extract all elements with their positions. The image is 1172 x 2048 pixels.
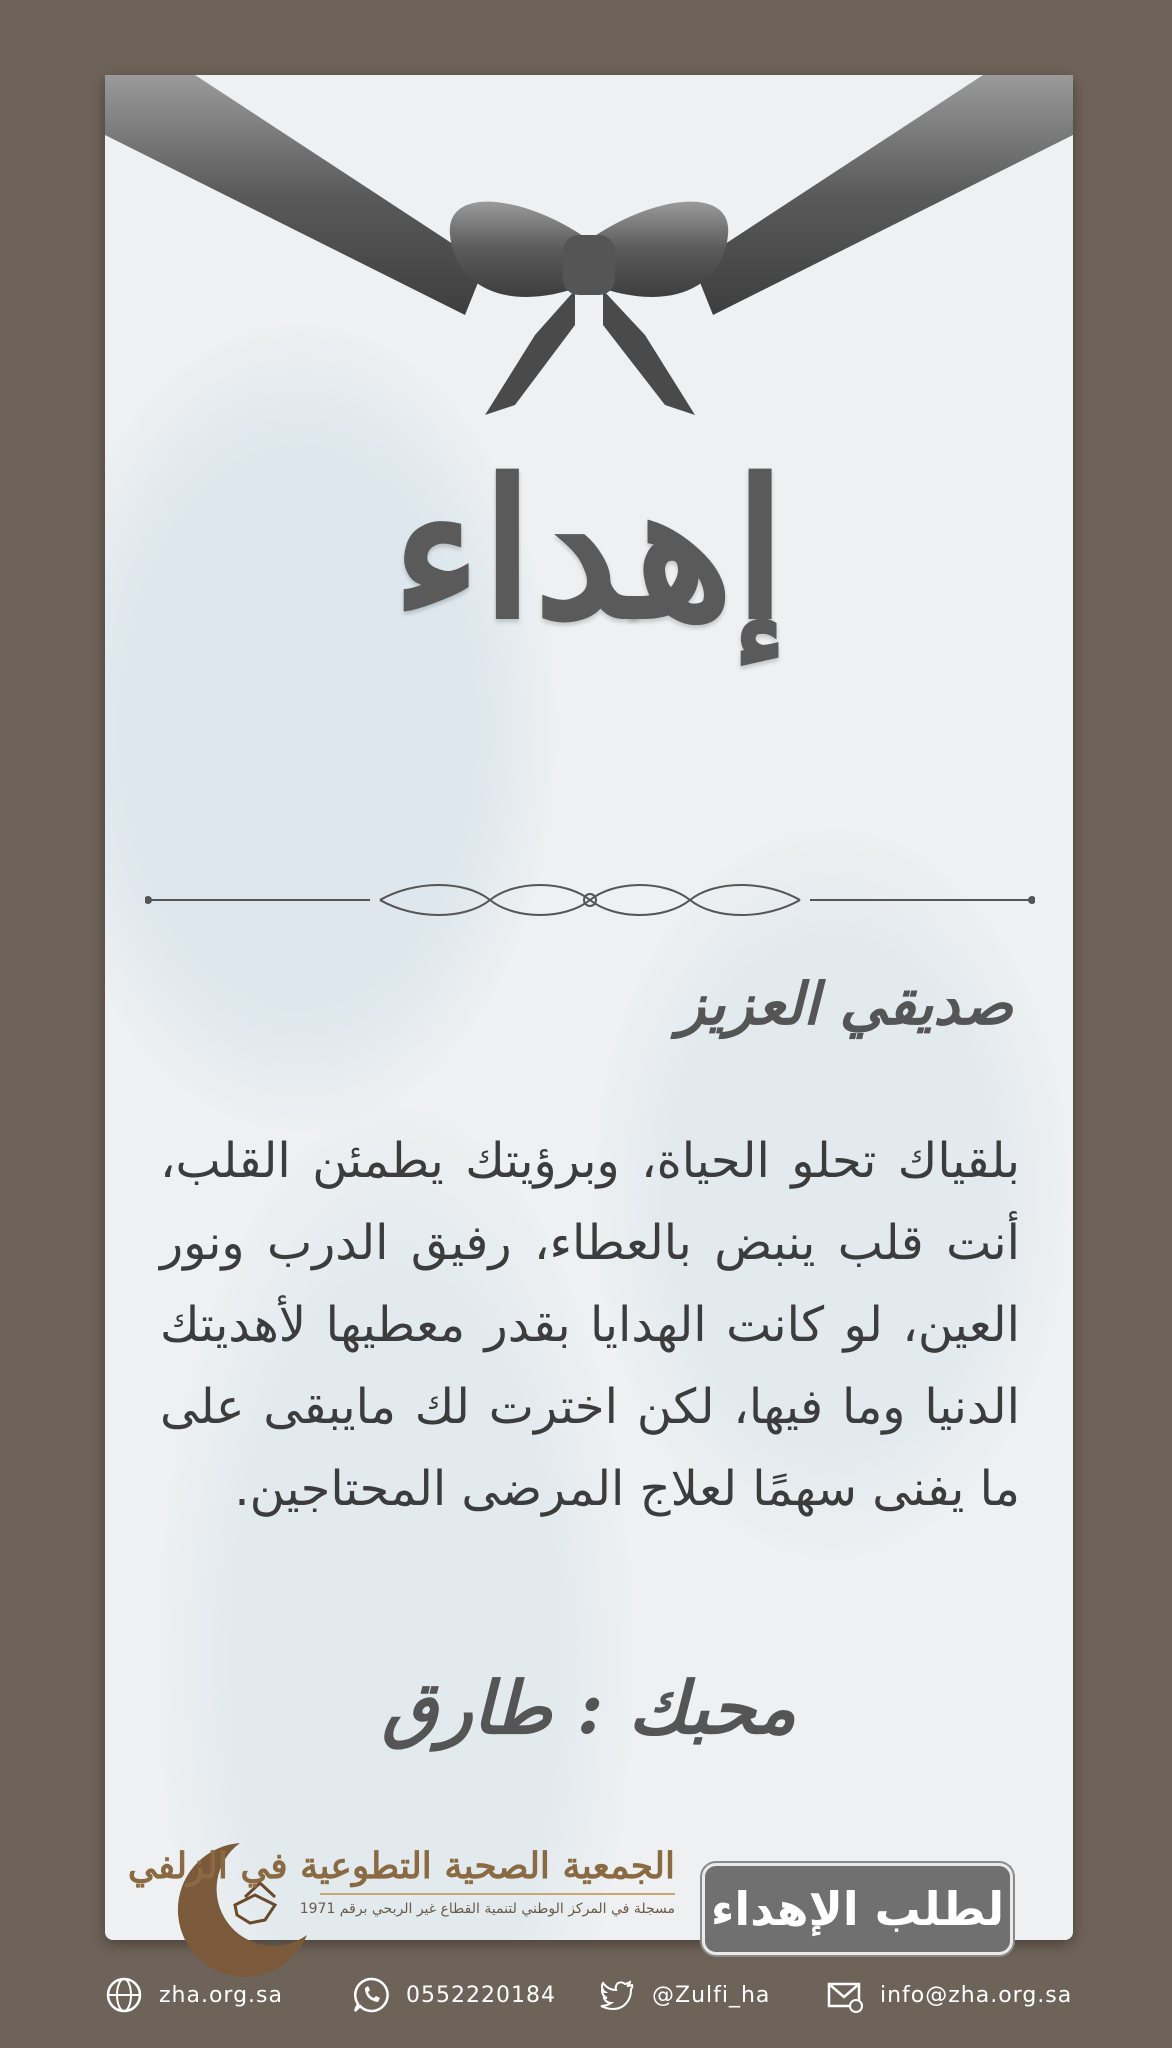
card-footer [105,1835,1073,1985]
dedication-message: بلقياك تحلو الحياة، وبرؤيتك يطمئن القلب، أنت قلب ينبض بالعطاء، رفيق الدرب ونور العين، لو كانت الهدايا بقدر معطيها لأهديتك الدنيا وما فيها، لكن اخترت لك مايبقى على ما يفنى سهمًا لعلاج المرضى المحتاجين. [160,1133,1020,1517]
email-text: info@zha.org.sa [880,1982,1073,2008]
greeting: صديقي العزيز [677,970,1013,1038]
contact-bar [0,1970,1172,2020]
twitter-icon [598,1976,636,2014]
twitter-text: @Zulfi_ha [652,1982,771,2008]
organization-registration: مسجلة في المركز الوطني لتنمية القطاع غير الربحي برقم 1971 [299,1901,675,1917]
gift-card [105,75,1073,1940]
phone-text: 0552220184 [406,1982,556,2008]
signature: محبك : طارق [381,1665,797,1750]
twitter-link[interactable] [598,1970,770,2020]
email-link[interactable] [826,1970,1072,2020]
website-text: zha.org.sa [159,1982,283,2008]
phone-link[interactable] [352,1970,556,2020]
globe-icon [105,1976,143,2014]
organization-name: الجمعية الصحية التطوعية في الزلفي [320,1845,675,1895]
organization-logo [127,1845,675,1917]
request-dedication-button[interactable]: لطلب الإهداء [702,1863,1013,1955]
ornament-divider-icon [145,875,1035,925]
whatsapp-icon [352,1976,390,2014]
card-title: إهداء [391,438,787,661]
website-link[interactable] [105,1970,283,2020]
email-icon [826,1976,864,2014]
ribbon-bow-icon [105,75,1073,435]
